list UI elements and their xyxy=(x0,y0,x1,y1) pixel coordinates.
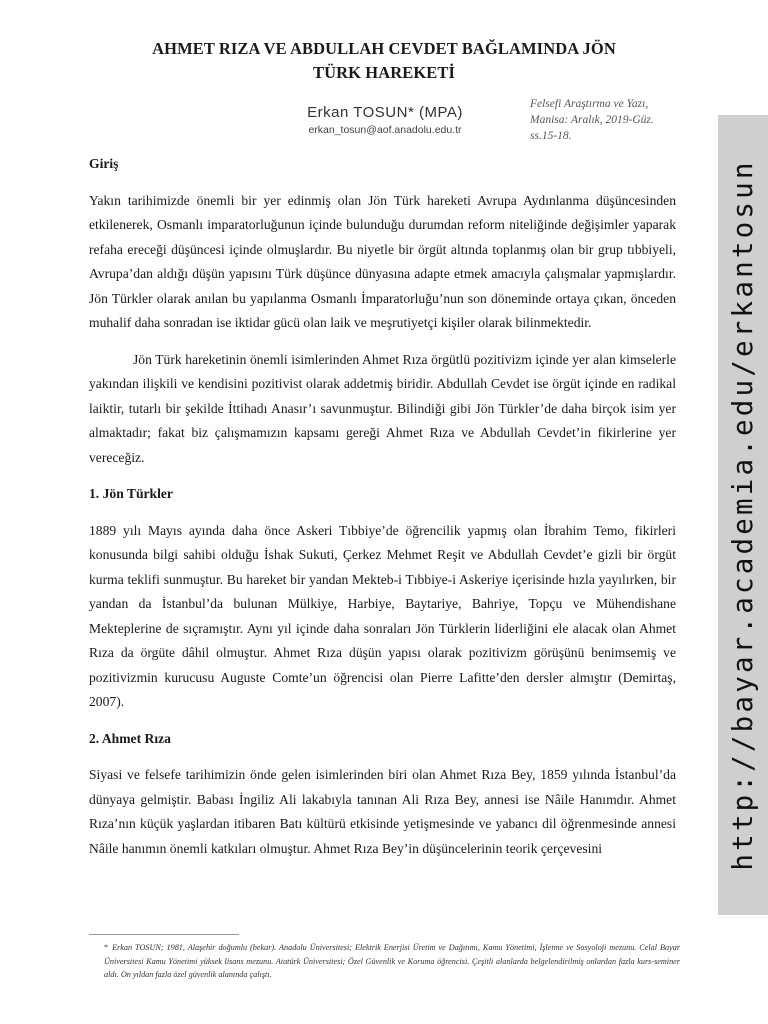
title-line-1: AHMET RIZA VE ABDULLAH CEVDET BAĞLAMINDA JÖN xyxy=(152,39,616,58)
title-line-2: TÜRK HAREKETİ xyxy=(312,63,456,82)
article-body xyxy=(89,152,676,861)
section-heading-1: 1. Jön Türkler xyxy=(89,486,173,501)
watermark-url: http://bayar.academia.edu/erkantosun xyxy=(727,159,759,871)
journal-info xyxy=(530,96,680,144)
footnote-mark: * xyxy=(104,943,109,952)
author-email: erkan_tosun@aof.anadolu.edu.tr xyxy=(308,124,462,136)
section-heading-2: 2. Ahmet Rıza xyxy=(89,730,171,746)
journal-line-1: Felsefi Araştırma ve Yazı, xyxy=(530,98,649,110)
paragraph: Yakın tarihimizde önemli bir yer edinmiş olan Jön Türk hareketi Avrupa Aydınlanma düşüncesinden etkilenerek, Osmanlı imparatorluğunun içinde bulunduğu durumdan reform niteliğinde değişimler yaparak refaha ereceği düşüncesi içinde olmuşlardır. Bu niyetle bir örgüt altında toplanmış olan bir grup tıbbiyeli, Avrupa’dan aldığı düşün yapısını Türk düşünce dünyasına adapte etmek amacıyla çalışmalar yapmışlardır. Jön Türkler olarak anılan bu yapılanma Osmanlı İmparatorluğu’nun son döneminde ortaya çıkan, önceden muhalif daha sonradan ise iktidar gücü olan laik ve meşrutiyetçi kişiler olarak bilinmektedir. xyxy=(89,192,676,330)
journal-line-3: ss.15-18. xyxy=(530,130,572,142)
author-name: Erkan TOSUN* (MPA) xyxy=(307,104,463,121)
footnote-divider xyxy=(89,934,239,935)
journal-line-2: Manisa: Aralık, 2019-Güz. xyxy=(530,114,654,126)
paper-title xyxy=(100,37,668,85)
paragraph: Siyasi ve felsefe tarihimizin önde gelen isimlerinden biri olan Ahmet Rıza Bey, 1859 yılında İstanbul’da dünyaya gelmiştir. Babası İngiliz Ali lakabıyla tanınan Ali Rıza Bey, annesi ise Nâile Hanımdır. Ahmet Rıza’nın küçük yaşlardan itibaren Batı kültürü etkisinde yetişmesinde ve yabancı dil öğrenmesinde annesi Nâile hanımın önemli katkıları olmuştur. Ahmet Rıza Bey’in düşüncelerinin teorik çerçevesini xyxy=(89,767,676,856)
paragraph: Jön Türk hareketinin önemli isimlerinden Ahmet Rıza örgütlü pozitivizm içinde yer alan kimselerle yakından ilişkili ve kendisini pozitivist olarak addetmiş biridir. Abdullah Cevdet ise örgüt içinde en radikal laiktir, tutarlı bir şekilde İttihadı Anasır’ı savunmuştur. Bilindiği gibi Jön Türkler’de daha birçok isim yer almaktadır; fakat biz çalışmamızın kapsamı gereği Ahmet Rıza ve Abdullah Cevdet’in fikirlerine yer vereceğiz. xyxy=(89,351,676,465)
paragraph: 1889 yılı Mayıs ayında daha önce Askeri Tıbbiye’de öğrencilik yapmış olan İbrahim Temo, fikirleri konusunda bilgi sahibi olduğu İshak Sukuti, Çerkez Mehmet Reşit ve Abdullah Cevdet’e gizli bir örgüt kurma teklifi sunmuştur. Bu hareket bir yandan Mekteb-i Tıbbiye-i Askeriye içerisinde hızla yayılırken, bir yandan da İstanbul’da bulunan Mülkiye, Harbiye, Baytariye, Bahriye, Topçu ve Mühendishane Mekteplerine de sıçramıştır. Aynı yıl içinde daha sonraları Jön Türklerin liderliğini ele alacak olan Ahmet Rıza da örgüte dâhil olmuştur. Ahmet Rıza düşün yapısı olarak pozitivizm görüşünü benimsemiş ve pozitivizmin kurucusu Auguste Comte’un öğrencisi olan Pierre Lafitte’den dersler almıştır (Demirtaş, 2007). xyxy=(89,522,676,709)
footnote xyxy=(104,941,680,982)
footnote-text: Erkan TOSUN; 1981, Alaşehir doğumlu (bekar). Anadolu Üniversitesi; Elektrik Enerjisi Üretim ve Dağıtımı, Kamu Yönetimi, İşletme ve Sosyoloji mezunu. Celal Bayar Üniversitesi Kamu Yönetimi yüksek lisans mezunu. Atatürk Üniversitesi; Özel Güvenlik ve Koruma öğrencisi. Çeşitli alanlarda belgelendirilmiş onlardan fazla kurs-seminer aldı. On yıldan fazla özel güvenlik alanında çalıştı. xyxy=(104,943,680,979)
section-heading-intro: Giriş xyxy=(89,156,119,171)
